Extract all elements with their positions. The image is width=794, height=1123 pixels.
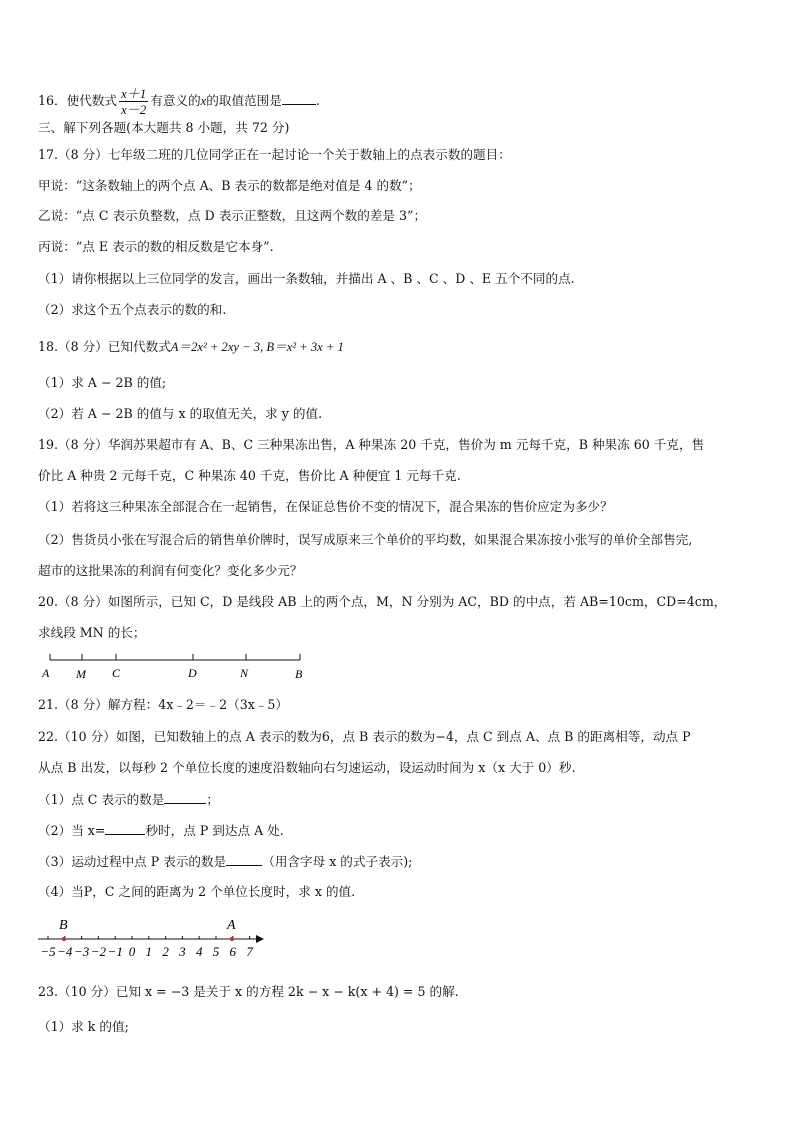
number-line-tick-label: 4 [195, 944, 203, 959]
q19-part2-line2: 超市的这批果冻的利润有何变化？变化多少元？ [38, 563, 303, 578]
number-line-tick-label: 6 [229, 944, 237, 959]
q22-part1-blank[interactable] [164, 791, 206, 804]
label-d: D [188, 666, 197, 680]
q22-part3-line [38, 853, 412, 870]
q23-part1: （1）求 k 的值; [38, 1019, 129, 1034]
q16-line [38, 86, 320, 117]
number-line-tick-label: 5 [212, 944, 220, 959]
arrow-head-icon [256, 935, 264, 943]
q18-part2: （2）若 A − 2B 的值与 x 的取值无关，求 y 的值. [38, 406, 323, 421]
number-line-tick-label: −1 [107, 944, 123, 959]
q19-part1: （1）若将这三种果冻全部混合在一起销售，在保证总售价不变的情况下，混合果冻的售价应定为多少？ [38, 499, 613, 514]
q18-intro: 18.（8 分）已知代数式 [38, 339, 171, 354]
label-a: A [42, 666, 50, 680]
q19-part2-line1: （2）售货员小张在写混合后的销售单价牌时，误写成原来三个单价的平均数，如果混合果冻按小张写的单价全部售完, [38, 532, 693, 547]
q16-frac-num: x＋1 [121, 86, 147, 101]
q22-part1-text: （1）点 C 表示的数是 [38, 792, 165, 807]
label-n: N [240, 666, 249, 680]
q22-line1: 22.（10 分）如图，已知数轴上的点 A 表示的数为6，点 B 表示的数为−4，点 C 到点 A、点 B 的距离相等，动点 P [38, 729, 691, 744]
label-c: C [112, 666, 121, 680]
q22-part2-line [38, 822, 284, 839]
q22-part2-blank[interactable] [105, 822, 145, 835]
number-line-tick-label: −3 [73, 944, 90, 959]
q22-line2: 从点 B 出发，以每秒 2 个单位长度的速度沿数轴向右匀速运动，设运动时间为 x（x 大于 0）秒. [38, 760, 576, 775]
q16-suffix: 的取值范围是 [206, 93, 282, 108]
number-line-tick-label: −4 [57, 944, 73, 959]
section-3-heading: 三、解下列各题(本大题共 8 小题，共 72 分) [38, 120, 290, 135]
q17-part1: （1）请你根据以上三位同学的发言，画出一条数轴，并描出 A 、B 、C 、D 、E 五个不同的点. [38, 271, 575, 286]
q17-part2: （2）求这个五个点表示的数的和. [38, 302, 227, 317]
q21-line: 21.（8 分）解方程：4x﹣2＝﹣2（3x﹣5） [38, 697, 289, 712]
q22-number-line [34, 912, 274, 962]
q23-intro: 23.（10 分）已知 x = −3 是关于 x 的方程 2k − x − k(x + 4) = 5 的解. [38, 984, 459, 999]
q16-fraction [119, 86, 148, 117]
point-b-label: B [59, 918, 68, 933]
q18-expression: A＝2x² + 2xy − 3, B＝x² + 3x + 1 [170, 340, 344, 354]
q16-prefix: 16．使代数式 [38, 93, 117, 108]
q20-segment-diagram [38, 650, 338, 684]
q22-part1-line [38, 791, 219, 808]
label-b: B [295, 667, 303, 681]
number-line-tick-label: 3 [179, 944, 186, 959]
number-line-tick-label: 2 [162, 944, 169, 959]
point-a-label: A [227, 918, 236, 933]
q22-part3-end: （用含字母 x 的式子表示); [262, 854, 413, 869]
q17-yi: 乙说：“点 C 表示负整数，点 D 表示正整数，且这两个数的差是 3”； [38, 208, 427, 223]
q20-line1: 20.（8 分）如图所示，已知 C，D 是线段 AB 上的两个点，M，N 分别为 AC，BD 的中点，若 AB=10cm，CD=4cm， [38, 594, 727, 609]
q22-part2-text: （2）当 x= [38, 823, 106, 838]
q22-part1-end: ； [206, 792, 219, 807]
number-line-tick-label: −2 [90, 944, 107, 959]
point-b-dot [62, 937, 66, 941]
number-line-tick-label: 7 [246, 944, 253, 959]
q18-intro-line [38, 339, 344, 355]
q18-part1: （1）求 A − 2B 的值; [38, 375, 167, 390]
q16-var: x [200, 94, 207, 108]
q16-answer-blank[interactable] [282, 92, 316, 105]
q17-bing: 丙说：“点 E 表示的数的相反数是它本身”. [38, 239, 274, 254]
point-a-dot [230, 937, 234, 941]
q22-part2-end: 秒时，点 P 到达点 A 处. [145, 823, 284, 838]
q22-part3-blank[interactable] [226, 853, 262, 866]
number-line-tick-label: −5 [40, 944, 56, 959]
q20-line2: 求线段 MN 的长； [38, 625, 146, 640]
q17-intro: 17.（8 分）七年级二班的几位同学正在一起讨论一个关于数轴上的点表示数的题目： [38, 147, 511, 162]
q19-line1: 19.（8 分）华润苏果超市有 A、B、C 三种果冻出售，A 种果冻 20 千克，售价为 m 元每千克，B 种果冻 60 千克，售 [38, 437, 705, 452]
q22-part3-text: （3）运动过程中点 P 表示的数是 [38, 854, 227, 869]
q16-mid: 有意义的 [150, 93, 201, 108]
q17-jia: 甲说：“这条数轴上的两个点 A、B 表示的数都是绝对值是 4 的数”； [38, 178, 421, 193]
q16-end: . [315, 93, 320, 108]
number-line-tick-label: 0 [128, 944, 136, 959]
q22-part4: （4）当P，C 之间的距离为 2 个单位长度时，求 x 的值. [38, 884, 356, 899]
label-m: M [76, 667, 86, 681]
number-line-tick-label: 1 [145, 944, 153, 959]
q16-frac-den: x－2 [121, 102, 147, 117]
q19-line2: 价比 A 种贵 2 元每千克，C 种果冻 40 千克，售价比 A 种便宜 1 元每千克. [38, 468, 461, 483]
